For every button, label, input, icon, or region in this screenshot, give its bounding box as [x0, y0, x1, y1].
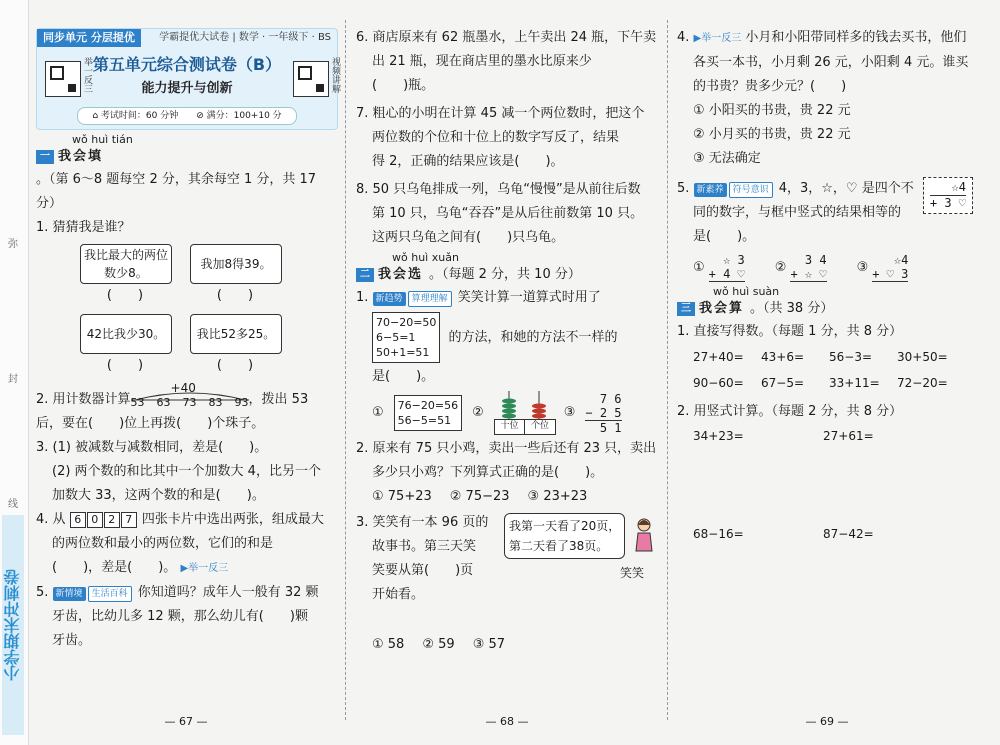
question-text: 小月和小阳带同样多的钱去买书，他们: [745, 30, 967, 45]
question-text: ( )，差是( )。: [52, 560, 177, 575]
question-5-line3: 牙齿。: [52, 633, 92, 648]
riddle-box: 我比最大的两位数少8。: [80, 244, 172, 284]
question-8: 8. 50 只乌龟排成一列，乌龟“慢慢”是从前往后数: [356, 182, 641, 197]
section-note: 。（第 6～8 题每空 2 分，其余每空 1 分，共 17 分）: [36, 172, 317, 211]
section-number: 一: [36, 150, 54, 164]
choice-4-line3: 的书贵？贵多少元？( ): [693, 79, 847, 94]
option-label: ①: [693, 259, 705, 275]
exam-header: [36, 28, 338, 130]
number-line: [131, 382, 249, 412]
abacus-label: 个位: [530, 421, 549, 431]
calc-row: [677, 344, 977, 370]
calc-line: ☆ 3: [723, 253, 745, 267]
question-text: ，拨出 53: [248, 392, 309, 407]
option[interactable]: ② 小月买的书贵，贵 22 元: [693, 127, 851, 142]
choice-3-line3: 笑要从第( )页: [372, 563, 474, 578]
question-3b-cont: 加数大 33，这两个数的和是( )。: [52, 488, 265, 503]
abacus-beads: [494, 391, 554, 421]
question-text: 笑笑计算一道算式时用了: [457, 290, 601, 305]
exam-meta: ⌂ 考试时间：60 分钟 ⊘ 满分：100+10 分: [77, 107, 297, 125]
question-4: [36, 508, 336, 532]
equation-line: 76−20=56: [397, 399, 459, 412]
calc-item[interactable]: 67−5=: [761, 376, 805, 390]
page-67: [36, 26, 340, 728]
tick-label: 63: [156, 396, 171, 409]
guess-grid: [80, 244, 300, 380]
section-title: 我会算: [699, 301, 745, 316]
question-6: 6. 商店原来有 62 瓶墨水，上午卖出 24 瓶，下午卖: [356, 30, 657, 45]
choice-3-options: [356, 633, 658, 657]
badge-reasoning: 算理理解: [408, 291, 452, 307]
vertical-calc-row: [677, 522, 977, 546]
question-text: 2. 用计数器计算: [36, 392, 131, 407]
question-4-line2: 的两位数和最小的两位数，它们的和是: [52, 536, 274, 551]
calc-2-title: 2. 用竖式计算。（每题 2 分，共 8 分）: [677, 404, 903, 419]
practice-tag[interactable]: ▶举一反三: [693, 33, 742, 44]
option[interactable]: ② 59: [422, 637, 455, 652]
badge-symbol: 符号意识: [729, 182, 773, 198]
answer-blank[interactable]: ( ): [216, 358, 254, 373]
digit-card: 6: [70, 512, 86, 528]
choice-5-line3: 是( )。: [693, 229, 756, 244]
question-7-line3: 得 2，正确的结果应该是( )。: [372, 154, 564, 169]
qr-right-label: 视频讲解: [330, 57, 340, 93]
speech-line: 第二天看了38页。: [509, 539, 609, 553]
target-calc-box: [923, 177, 973, 214]
tick-label: 73: [182, 396, 197, 409]
option[interactable]: ③ 57: [472, 637, 506, 652]
choice-4: [677, 26, 977, 51]
page-number: — 68 —: [485, 715, 529, 728]
exam-title: 第五单元综合测试卷（B）: [92, 55, 282, 74]
speech-bubble: [504, 513, 625, 559]
calc-line: 3 4: [804, 253, 827, 267]
calc-line: ☆4: [951, 180, 966, 194]
page-divider: [667, 20, 668, 720]
choice-3: [356, 511, 658, 633]
question-number: 4.: [677, 30, 690, 45]
option-label[interactable]: ③: [563, 405, 576, 420]
question-7: 7. 粗心的小明在计算 45 减一个两位数时，把这个: [356, 106, 645, 121]
option[interactable]: ① 小阳买的书贵，贵 22 元: [693, 103, 851, 118]
option-label: ②: [774, 259, 787, 275]
digit-card: 2: [104, 512, 120, 528]
calc-line: + 3 ♡: [929, 196, 966, 210]
section-header: [356, 264, 658, 286]
calc-line: 7 6: [599, 391, 622, 406]
page-number: — 67 —: [164, 715, 208, 728]
tick-label: 93: [234, 396, 249, 409]
option[interactable]: [775, 253, 827, 282]
section-title: 我会填: [58, 149, 104, 164]
equation-line: 50+1=51: [376, 346, 430, 359]
question-text: 四张卡片中选出两张，组成最大: [141, 512, 324, 527]
section-pinyin: wǒ huì tián: [72, 133, 133, 146]
option[interactable]: [857, 253, 909, 282]
binding-mark: 封: [8, 374, 18, 385]
section-header: [677, 298, 977, 320]
option[interactable]: ② 75−23: [449, 489, 510, 504]
tick-label: 53: [130, 396, 145, 409]
option[interactable]: ① 75+23: [372, 489, 432, 504]
question-3b: (2) 两个数的和比其中一个加数大 4，比另一个: [52, 464, 321, 479]
riddle-box: 我加8得39。: [190, 244, 282, 284]
calc-item[interactable]: 43+6=: [761, 350, 805, 364]
digit-card: 7: [121, 512, 137, 528]
question-8-line2: 第 10 只，乌龟“吞吞”是从后往前数第 10 只。: [372, 206, 644, 221]
calc-item[interactable]: 27+40=: [693, 350, 744, 364]
page-divider: [345, 20, 346, 720]
question-4-line3: [36, 556, 336, 581]
calc-line: + ☆ ♡: [790, 267, 827, 281]
choice-2: 2. 原来有 75 只小鸡，卖出一些后还有 23 只，卖出: [356, 441, 657, 456]
calc-item[interactable]: 30+50=: [897, 350, 948, 364]
riddle-box: 42比我少30。: [80, 314, 172, 354]
choice-5: [677, 177, 977, 249]
riddle-box: 我比52多25。: [190, 314, 282, 354]
equation-line: 70−20=50: [376, 316, 437, 329]
option[interactable]: ① 58: [372, 637, 405, 652]
choice-2-options: [356, 485, 658, 509]
section-note: 。（共 38 分）: [750, 301, 834, 316]
calc-item[interactable]: 87−42=: [823, 527, 874, 541]
choice-3-line1: 3. 笑笑有一本 96 页的: [356, 515, 489, 530]
vertical-calc: [790, 253, 826, 282]
binding-mark: 线: [8, 499, 18, 510]
question-text: 你知道吗？成年人一般有 32 颗: [137, 585, 319, 600]
choice-1: [356, 286, 658, 310]
choice-1-method: [356, 312, 658, 363]
choice-4-line2: 各买一本书，小月剩 26 元，小阳剩 4 元。谁买: [693, 55, 969, 70]
jump-label: +40: [170, 381, 196, 395]
vertical-calc: [585, 392, 621, 435]
choice-3-line4: 开始看。: [372, 587, 425, 602]
tick-label: 83: [208, 396, 223, 409]
vertical-calc: [709, 253, 745, 282]
answer-blank[interactable]: ( ): [106, 358, 144, 373]
question-7-line2: 两位数的个位和十位上的数字写反了，结果: [372, 130, 620, 145]
question-2-line2: 后，要在( )位上再拨( )个珠子。: [36, 416, 265, 431]
question-text: 的方法，和她的方法不一样的: [448, 329, 618, 345]
option[interactable]: [693, 253, 745, 282]
practice-tag[interactable]: ▶举一反三: [180, 563, 229, 574]
question-6-line2: 出 21 瓶，现在商店里的墨水比原来少: [372, 54, 592, 69]
choice-3-line2: 故事书。第三天笑: [372, 539, 477, 554]
calc-1-title: 1. 直接写得数。（每题 1 分，共 8 分）: [677, 324, 903, 339]
choice-1-line3: 是( )。: [372, 369, 435, 384]
question-number: 5.: [677, 181, 690, 196]
abacus-label: 十位: [495, 420, 526, 434]
badge-literacy: 新素养: [694, 183, 727, 197]
option-label[interactable]: ②: [472, 405, 484, 420]
binding-sidebar: [0, 0, 29, 745]
calc-line: + ♡ 3: [872, 267, 909, 281]
question-1: 1. 猜猜我是谁？: [36, 220, 131, 235]
series-tag: 同步单元 分层提优: [37, 29, 141, 47]
option-label: ③: [856, 259, 869, 275]
section-number: 二: [356, 268, 374, 282]
page-69: [677, 26, 977, 728]
choice-5-line2: 同的数字，与框中竖式的结果相等的: [693, 205, 902, 220]
equation-line: 6−5=1: [376, 331, 416, 344]
girl-figure-icon: [632, 517, 656, 557]
digit-card: 0: [87, 512, 103, 528]
question-5-line2: 牙齿，比幼儿多 12 颗，那么幼儿有( )颗: [52, 609, 308, 624]
section-pinyin: wǒ huì suàn: [713, 285, 780, 298]
brand-vertical: 小学期末冲刺卷: [2, 515, 24, 735]
calc-item[interactable]: 33+11=: [829, 376, 880, 390]
speech-line: 我第一天看了20页，: [509, 519, 621, 533]
number-line-ticks: [131, 396, 249, 410]
calc-item[interactable]: 72−20=: [897, 376, 948, 390]
abacus-base: [494, 419, 556, 435]
choice-5-options: [677, 253, 977, 282]
option-1-box: [394, 395, 462, 431]
choice-1-options: [356, 391, 658, 435]
question-number: 5.: [36, 585, 49, 600]
vertical-calc-row: [677, 424, 977, 448]
calc-line: ☆4: [893, 253, 909, 267]
qr-left-label: 举一反三: [82, 57, 92, 93]
calc-item[interactable]: 34+23=: [693, 429, 744, 443]
choice-2-line2: 多少只小鸡？下列算式正确的是( )。: [372, 465, 604, 480]
section-pinyin: wǒ huì xuǎn: [392, 251, 459, 264]
question-text: 4，3，☆，♡ 是四个不: [778, 181, 914, 196]
option[interactable]: ③ 23+23: [527, 489, 588, 504]
badge-trend: 新趋势: [373, 292, 406, 306]
question-text: 4. 从: [36, 512, 66, 527]
section-number: 三: [677, 302, 695, 316]
section-header: [36, 146, 336, 168]
calc-row: [677, 370, 977, 396]
section-title: 我会选: [378, 267, 424, 282]
question-5: [36, 581, 336, 605]
question-3a: 3. (1) 被减数与减数相同，差是( )。: [36, 440, 268, 455]
vertical-calc: [872, 253, 908, 282]
exam-subtitle: 能力提升与创新: [141, 81, 233, 96]
answer-blank[interactable]: ( ): [216, 288, 254, 303]
page-68: [356, 26, 658, 728]
calc-line: 5 1: [599, 420, 622, 435]
calc-line: + 4 ♡: [708, 267, 745, 281]
calc-item[interactable]: 68−16=: [693, 527, 744, 541]
question-2: [36, 382, 336, 412]
option-label[interactable]: ①: [372, 405, 384, 420]
abacus-icon: [494, 391, 554, 435]
question-number: 1.: [356, 290, 369, 305]
series-label: 学霸提优大试卷 | 数学 · 一年级下 · BS: [159, 32, 331, 43]
page-number: — 69 —: [805, 715, 849, 728]
calc-item[interactable]: 27+61=: [823, 429, 874, 443]
calc-item[interactable]: 90−60=: [693, 376, 744, 390]
calc-line: − 2 5: [585, 405, 622, 420]
badge-life: 生活百科: [88, 586, 132, 602]
answer-blank[interactable]: ( ): [106, 288, 144, 303]
section-note: 。（每题 2 分，共 10 分）: [429, 267, 581, 282]
badge-new-context: 新情境: [53, 587, 86, 601]
binding-mark: 弥: [8, 239, 18, 250]
calc-item[interactable]: 56−3=: [829, 350, 873, 364]
equation-line: 56−5=51: [397, 414, 452, 427]
method-box: [372, 312, 440, 363]
question-6-line3: ( )瓶。: [372, 78, 435, 93]
question-8-line3: 这两只乌龟之间有( )只乌龟。: [372, 230, 565, 245]
option[interactable]: ③ 无法确定: [693, 151, 761, 166]
character-name: 笑笑: [620, 566, 645, 580]
